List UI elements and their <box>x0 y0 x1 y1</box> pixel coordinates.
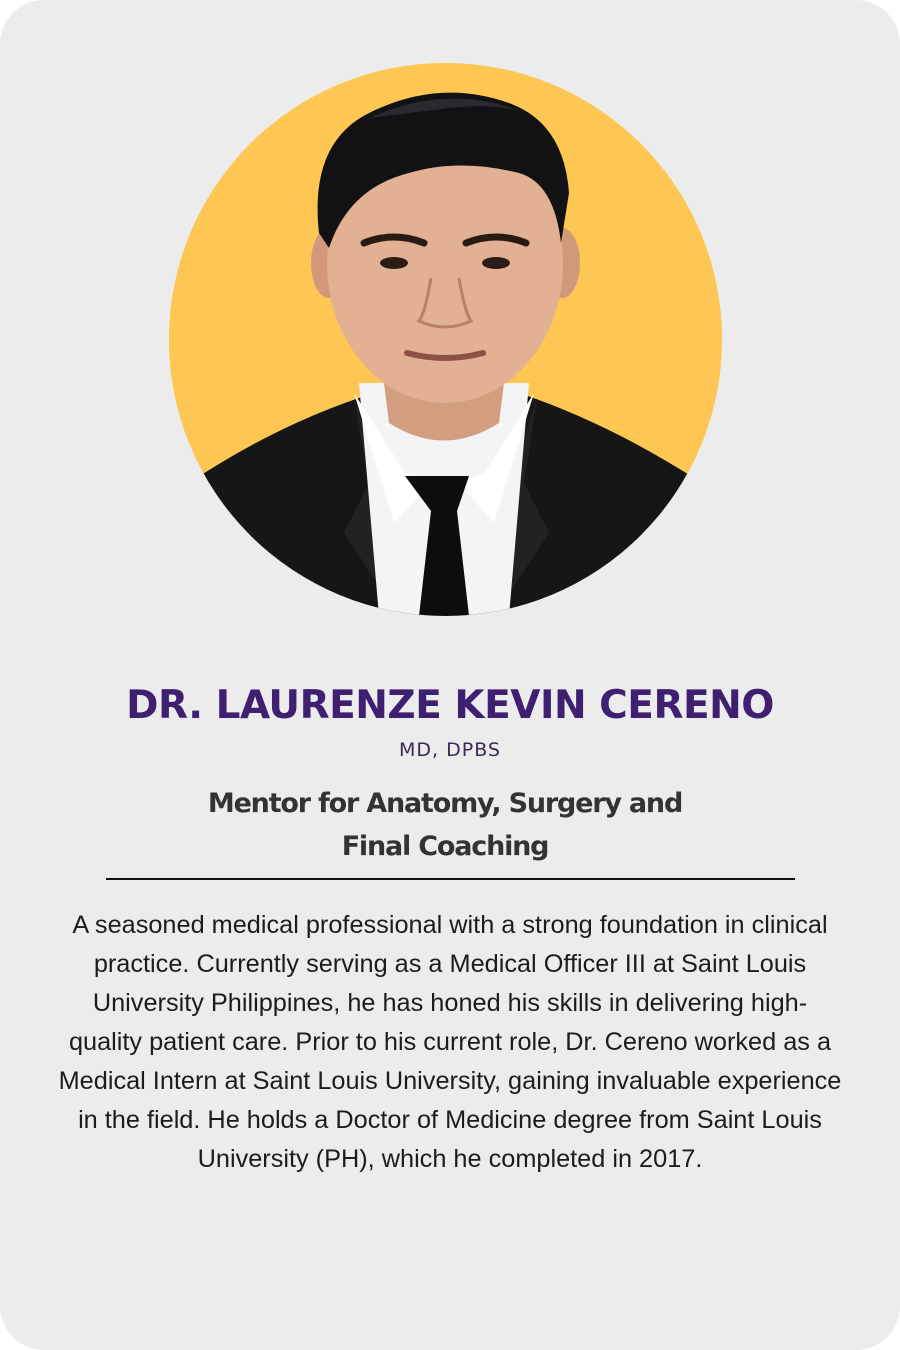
section-divider <box>106 878 795 880</box>
mentor-role-line-1: Mentor for Anatomy, Surgery and <box>207 788 683 819</box>
mentor-role-line-2: Final Coaching <box>341 831 549 862</box>
profile-photo <box>169 63 722 616</box>
mentor-bio: A seasoned medical professional with a strong foundation in clinical practice. Currently serving as a Medical Officer III at Saint Louis University Philippines, he has honed his skills in delivering high-quality patient care. Prior to his current role, Dr. Cereno worked as a Medical Intern at Saint Louis University, gaining invaluable experience in the field. He holds a Doctor of Medicine degree from Saint Louis University (PH), which he completed in 2017. <box>58 911 842 1173</box>
portrait-illustration <box>169 63 722 616</box>
mentor-credentials: MD, DPBS <box>399 739 501 761</box>
mentor-role <box>160 782 730 868</box>
mentor-name: DR. LAURENZE KEVIN CERENO <box>126 683 774 728</box>
